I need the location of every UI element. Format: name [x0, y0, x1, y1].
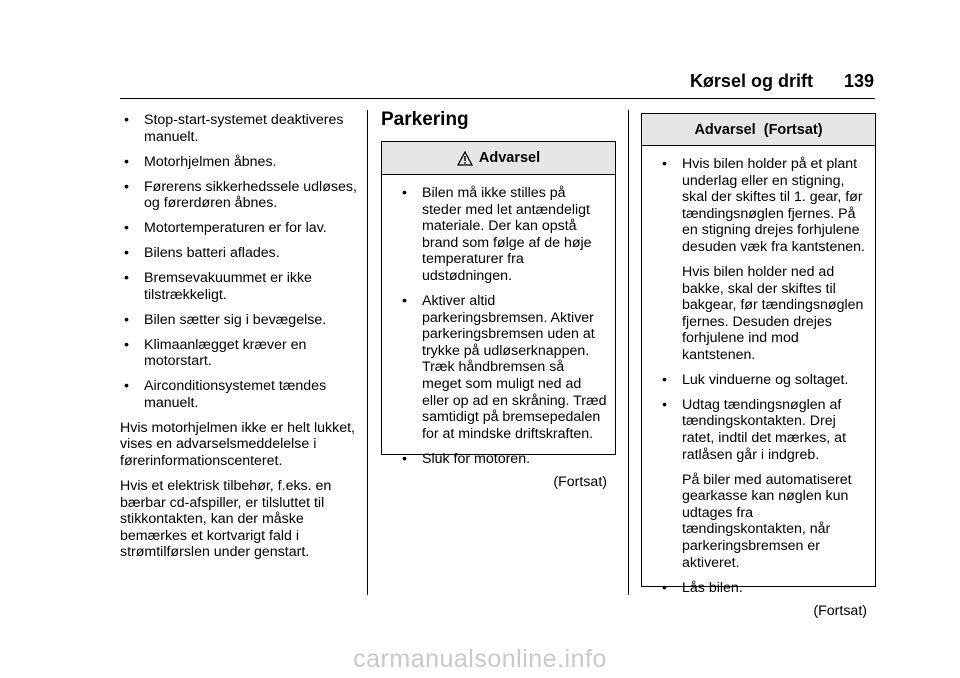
list-item: • Luk vinduerne og soltaget. — [662, 371, 849, 388]
sub-paragraph: Hvis bilen holder ned ad bakke, skal der skiftes til bakgear, før tændingsnøglen fjernes. Desuden drejes forhjulene ind mod kantstenen. — [682, 263, 864, 363]
page-header — [690, 71, 874, 97]
continued-label: (Fortsat) — [553, 473, 607, 490]
list-item: • Hvis bilen holder på et plant underlag eller en stigning, skal der skiftes til 1. gear, før tændingsnøglen fjernes. På en stigning drejes forhjulene desuden væk fra kantstenen. — [662, 156, 865, 255]
warning-title: Advarsel — [478, 150, 541, 166]
list-item: • Bilens batteri aflades. — [124, 245, 280, 262]
paragraph-accessory: Hvis et elektrisk tilbehør, f.eks. en bærbar cd-afspiller, er tilsluttet til stikkontakten, kan der måske bemærkes et kortvarigt fald i strømtilførslen under genstart. — [120, 478, 332, 561]
list-item: • Klimaanlægget kræver en motorstart. — [124, 336, 307, 370]
header-rule — [120, 98, 875, 99]
paragraph-hood: Hvis motorhjelmen ikke er helt lukket, vises en advarselsmeddelelse i førerinformationscenteret. — [120, 419, 355, 470]
warning-box — [381, 141, 616, 490]
list-item: • Motorhjelmen åbnes. — [124, 153, 277, 170]
warning-body — [382, 175, 615, 496]
list-item: • Bilen må ikke stilles på steder med let antændeligt materiale. Der kan opstå brand som følge af de høje temperaturer fra udstødningen. — [402, 185, 592, 284]
list-item: • Bremsevakuummet er ikke tilstrækkeligt. — [124, 270, 312, 303]
list-item: • Udtag tændingsnøglen af tændingskontakten. Drej ratet, indtil det mærkes, at ratlåsen går i indgreb. — [662, 396, 847, 463]
page-number: 139 — [843, 71, 874, 91]
list-item: • Sluk for motoren. — [402, 450, 531, 467]
list-item: • Airconditionsystemet tændes manuelt. — [124, 378, 327, 411]
page-title: Kørsel og drift — [689, 71, 813, 91]
column-divider — [367, 110, 368, 595]
warning-header — [382, 142, 615, 175]
watermark: carmanualsonline.info — [353, 645, 607, 673]
warning-body — [642, 146, 875, 625]
column-divider — [628, 110, 629, 595]
list-item: • Bilen sætter sig i bevægelse. — [124, 311, 327, 328]
list-item: • Lås bilen. — [662, 579, 743, 596]
list-item: • Motortemperaturen er for lav. — [124, 220, 327, 237]
list-item: • Aktiver altid parkeringsbremsen. Aktiver parkeringsbremsen uden at trykke på udløserknappen. Træk håndbremsen så meget som muligt ned ad eller op ad en skråning. Træd samtidigt på bremsepedalen for at mindske driftskraften. — [402, 292, 607, 442]
warning-title: Advarsel (Fortsat) — [694, 121, 823, 138]
left-column — [120, 112, 365, 569]
warning-box-continued — [641, 113, 876, 619]
warning-triangle-icon — [457, 151, 473, 166]
continued-label: (Fortsat) — [813, 602, 867, 619]
list-item: • Stop-start-systemet deaktiveres manuelt. — [124, 112, 344, 145]
section-title: Parkering — [381, 109, 469, 130]
list-item: • Førerens sikkerhedssele udløses, og førerdøren åbnes. — [124, 178, 357, 212]
left-bullet-list — [120, 112, 365, 411]
sub-paragraph: På biler med automatiseret gearkasse kan nøglen kun udtages fra tændingskontakten, når parkeringsbremsen er aktiveret. — [682, 471, 852, 571]
warning-header — [642, 114, 875, 146]
